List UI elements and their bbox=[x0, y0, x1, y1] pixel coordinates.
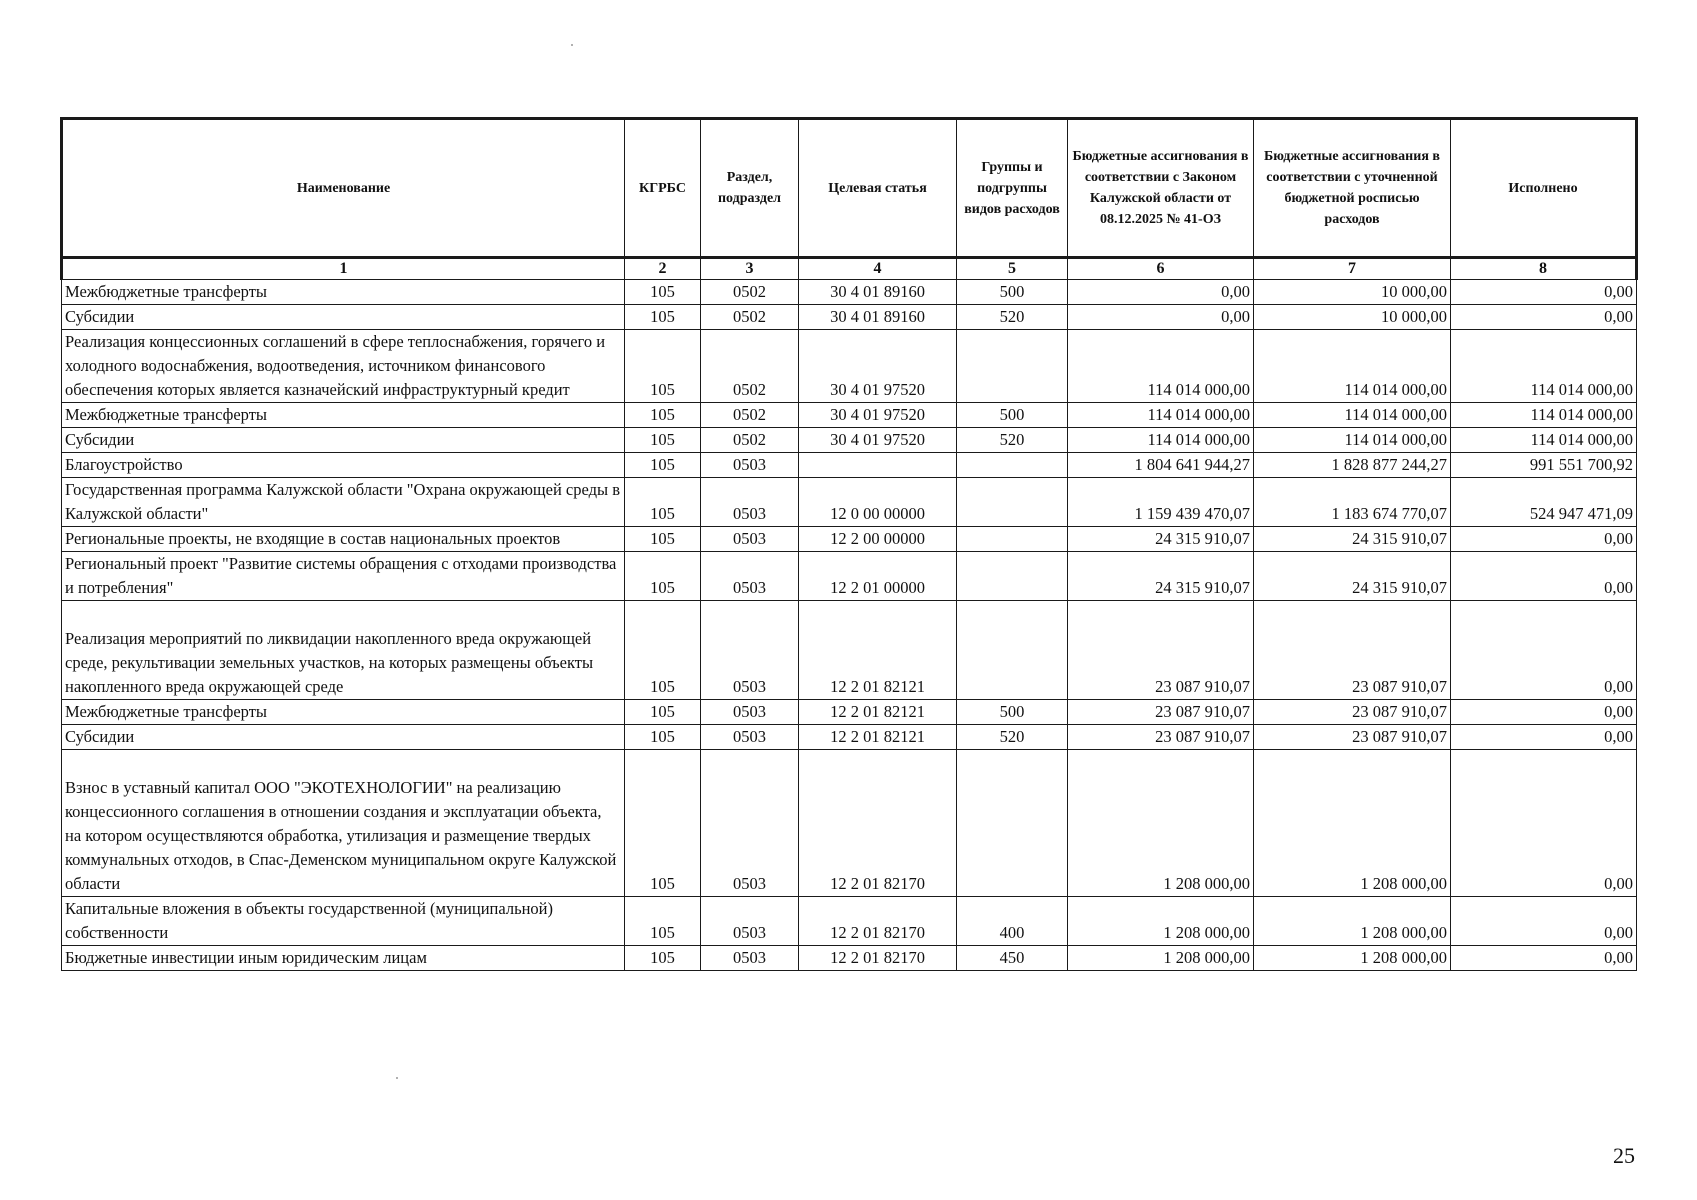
row-vid-rashodov bbox=[957, 601, 1068, 700]
row-rospis-amount: 10 000,00 bbox=[1254, 305, 1451, 330]
row-razdel: 0502 bbox=[701, 305, 799, 330]
row-ispolneno-amount: 0,00 bbox=[1451, 946, 1637, 971]
row-rospis-amount: 1 208 000,00 bbox=[1254, 946, 1451, 971]
row-razdel: 0502 bbox=[701, 280, 799, 305]
row-celevaya-statya: 12 2 01 82170 bbox=[799, 897, 957, 946]
row-vid-rashodov: 450 bbox=[957, 946, 1068, 971]
row-vid-rashodov: 500 bbox=[957, 403, 1068, 428]
column-number: 1 bbox=[62, 258, 625, 280]
row-vid-rashodov bbox=[957, 527, 1068, 552]
header-name: Наименование bbox=[62, 119, 625, 258]
table-header-row bbox=[62, 119, 1637, 258]
column-number-row bbox=[62, 258, 1637, 280]
row-kgrbs: 105 bbox=[625, 428, 701, 453]
row-ispolneno-amount: 0,00 bbox=[1451, 725, 1637, 750]
table-row bbox=[62, 700, 1637, 725]
row-name: Взнос в уставный капитал ООО "ЭКОТЕХНОЛОГИИ" на реализацию концессионного соглашения в отношении создания и эксплуатации объекта, на котором осуществляются обработка, утилизация и размещение твердых коммунальных отходов, в Спас-Деменском муниципальном округе Калужской области bbox=[62, 750, 625, 897]
row-law-amount: 23 087 910,07 bbox=[1068, 601, 1254, 700]
table-row bbox=[62, 453, 1637, 478]
row-name: Региональный проект "Развитие системы обращения с отходами производства и потребления" bbox=[62, 552, 625, 601]
row-celevaya-statya: 12 0 00 00000 bbox=[799, 478, 957, 527]
row-razdel: 0502 bbox=[701, 330, 799, 403]
row-law-amount: 24 315 910,07 bbox=[1068, 552, 1254, 601]
row-razdel: 0503 bbox=[701, 527, 799, 552]
row-celevaya-statya: 30 4 01 97520 bbox=[799, 428, 957, 453]
row-name: Субсидии bbox=[62, 428, 625, 453]
row-celevaya-statya: 12 2 01 82121 bbox=[799, 601, 957, 700]
row-vid-rashodov bbox=[957, 478, 1068, 527]
row-rospis-amount: 23 087 910,07 bbox=[1254, 601, 1451, 700]
table-row bbox=[62, 725, 1637, 750]
row-vid-rashodov bbox=[957, 453, 1068, 478]
row-rospis-amount: 1 828 877 244,27 bbox=[1254, 453, 1451, 478]
row-kgrbs: 105 bbox=[625, 527, 701, 552]
row-rospis-amount: 24 315 910,07 bbox=[1254, 527, 1451, 552]
column-number: 5 bbox=[957, 258, 1068, 280]
row-vid-rashodov bbox=[957, 552, 1068, 601]
row-law-amount: 1 804 641 944,27 bbox=[1068, 453, 1254, 478]
header-law-assignments: Бюджетные ассигнования в соответствии с Законом Калужской области от 08.12.2025 № 41-ОЗ bbox=[1068, 119, 1254, 258]
row-kgrbs: 105 bbox=[625, 601, 701, 700]
row-ispolneno-amount: 0,00 bbox=[1451, 601, 1637, 700]
row-celevaya-statya: 12 2 01 82121 bbox=[799, 700, 957, 725]
row-rospis-amount: 1 208 000,00 bbox=[1254, 750, 1451, 897]
row-law-amount: 1 159 439 470,07 bbox=[1068, 478, 1254, 527]
row-law-amount: 1 208 000,00 bbox=[1068, 750, 1254, 897]
scan-speck bbox=[396, 1077, 398, 1079]
row-rospis-amount: 1 183 674 770,07 bbox=[1254, 478, 1451, 527]
column-number: 2 bbox=[625, 258, 701, 280]
table-row bbox=[62, 478, 1637, 527]
row-kgrbs: 105 bbox=[625, 330, 701, 403]
table-row bbox=[62, 527, 1637, 552]
row-vid-rashodov bbox=[957, 330, 1068, 403]
row-name: Межбюджетные трансферты bbox=[62, 700, 625, 725]
row-rospis-amount: 114 014 000,00 bbox=[1254, 403, 1451, 428]
row-celevaya-statya: 30 4 01 97520 bbox=[799, 403, 957, 428]
row-vid-rashodov bbox=[957, 750, 1068, 897]
row-law-amount: 23 087 910,07 bbox=[1068, 700, 1254, 725]
row-rospis-amount: 23 087 910,07 bbox=[1254, 725, 1451, 750]
row-ispolneno-amount: 991 551 700,92 bbox=[1451, 453, 1637, 478]
table-row bbox=[62, 305, 1637, 330]
column-number: 7 bbox=[1254, 258, 1451, 280]
row-razdel: 0503 bbox=[701, 750, 799, 897]
row-razdel: 0502 bbox=[701, 428, 799, 453]
row-ispolneno-amount: 0,00 bbox=[1451, 305, 1637, 330]
budget-execution-table bbox=[60, 117, 1638, 971]
row-rospis-amount: 114 014 000,00 bbox=[1254, 428, 1451, 453]
row-kgrbs: 105 bbox=[625, 403, 701, 428]
row-kgrbs: 105 bbox=[625, 946, 701, 971]
row-razdel: 0503 bbox=[701, 897, 799, 946]
row-name: Межбюджетные трансферты bbox=[62, 280, 625, 305]
column-number: 3 bbox=[701, 258, 799, 280]
row-vid-rashodov: 400 bbox=[957, 897, 1068, 946]
header-kgrbs: КГРБС bbox=[625, 119, 701, 258]
row-vid-rashodov: 520 bbox=[957, 428, 1068, 453]
header-ispolneno: Исполнено bbox=[1451, 119, 1637, 258]
row-rospis-amount: 23 087 910,07 bbox=[1254, 700, 1451, 725]
row-kgrbs: 105 bbox=[625, 750, 701, 897]
row-kgrbs: 105 bbox=[625, 453, 701, 478]
column-number: 4 bbox=[799, 258, 957, 280]
row-razdel: 0503 bbox=[701, 552, 799, 601]
row-vid-rashodov: 520 bbox=[957, 305, 1068, 330]
table-row bbox=[62, 280, 1637, 305]
row-ispolneno-amount: 0,00 bbox=[1451, 552, 1637, 601]
row-ispolneno-amount: 0,00 bbox=[1451, 527, 1637, 552]
row-razdel: 0503 bbox=[701, 601, 799, 700]
row-razdel: 0503 bbox=[701, 700, 799, 725]
table-row bbox=[62, 552, 1637, 601]
row-name: Межбюджетные трансферты bbox=[62, 403, 625, 428]
row-rospis-amount: 114 014 000,00 bbox=[1254, 330, 1451, 403]
row-ispolneno-amount: 114 014 000,00 bbox=[1451, 330, 1637, 403]
row-law-amount: 1 208 000,00 bbox=[1068, 897, 1254, 946]
row-name: Субсидии bbox=[62, 725, 625, 750]
row-law-amount: 114 014 000,00 bbox=[1068, 428, 1254, 453]
row-kgrbs: 105 bbox=[625, 305, 701, 330]
row-celevaya-statya: 12 2 01 82170 bbox=[799, 946, 957, 971]
table-row bbox=[62, 403, 1637, 428]
row-kgrbs: 105 bbox=[625, 725, 701, 750]
row-vid-rashodov: 500 bbox=[957, 700, 1068, 725]
row-ispolneno-amount: 114 014 000,00 bbox=[1451, 403, 1637, 428]
header-celevaya-statya: Целевая статья bbox=[799, 119, 957, 258]
row-rospis-amount: 10 000,00 bbox=[1254, 280, 1451, 305]
header-vid-rashodov: Группы и подгруппы видов расходов bbox=[957, 119, 1068, 258]
scan-speck bbox=[571, 44, 573, 46]
row-celevaya-statya: 12 2 01 82121 bbox=[799, 725, 957, 750]
row-celevaya-statya: 12 2 01 00000 bbox=[799, 552, 957, 601]
table-row bbox=[62, 946, 1637, 971]
row-rospis-amount: 1 208 000,00 bbox=[1254, 897, 1451, 946]
row-celevaya-statya: 12 2 01 82170 bbox=[799, 750, 957, 897]
header-rospis-assignments: Бюджетные ассигнования в соответствии с уточненной бюджетной росписью расходов bbox=[1254, 119, 1451, 258]
header-razdel: Раздел, подраздел bbox=[701, 119, 799, 258]
row-celevaya-statya: 30 4 01 89160 bbox=[799, 280, 957, 305]
row-name: Реализация концессионных соглашений в сфере теплоснабжения, горячего и холодного водоснабжения, водоотведения, источником финансового обеспечения которых является казначейский инфраструктурный кредит bbox=[62, 330, 625, 403]
row-vid-rashodov: 520 bbox=[957, 725, 1068, 750]
table-row bbox=[62, 750, 1637, 897]
row-name: Благоустройство bbox=[62, 453, 625, 478]
row-law-amount: 23 087 910,07 bbox=[1068, 725, 1254, 750]
row-name: Субсидии bbox=[62, 305, 625, 330]
column-number: 8 bbox=[1451, 258, 1637, 280]
row-law-amount: 24 315 910,07 bbox=[1068, 527, 1254, 552]
row-ispolneno-amount: 0,00 bbox=[1451, 750, 1637, 897]
row-ispolneno-amount: 0,00 bbox=[1451, 280, 1637, 305]
row-law-amount: 1 208 000,00 bbox=[1068, 946, 1254, 971]
row-name: Капитальные вложения в объекты государственной (муниципальной) собственности bbox=[62, 897, 625, 946]
row-celevaya-statya bbox=[799, 453, 957, 478]
row-ispolneno-amount: 0,00 bbox=[1451, 700, 1637, 725]
row-law-amount: 0,00 bbox=[1068, 305, 1254, 330]
column-number: 6 bbox=[1068, 258, 1254, 280]
row-kgrbs: 105 bbox=[625, 897, 701, 946]
row-law-amount: 114 014 000,00 bbox=[1068, 403, 1254, 428]
row-law-amount: 114 014 000,00 bbox=[1068, 330, 1254, 403]
row-kgrbs: 105 bbox=[625, 478, 701, 527]
table-row bbox=[62, 601, 1637, 700]
row-name: Реализация мероприятий по ликвидации накопленного вреда окружающей среде, рекультивации земельных участков, на которых размещены объекты накопленного вреда окружающей среде bbox=[62, 601, 625, 700]
row-kgrbs: 105 bbox=[625, 700, 701, 725]
row-celevaya-statya: 30 4 01 97520 bbox=[799, 330, 957, 403]
row-ispolneno-amount: 0,00 bbox=[1451, 897, 1637, 946]
row-razdel: 0503 bbox=[701, 453, 799, 478]
row-name: Бюджетные инвестиции иным юридическим лицам bbox=[62, 946, 625, 971]
row-celevaya-statya: 12 2 00 00000 bbox=[799, 527, 957, 552]
row-name: Государственная программа Калужской области "Охрана окружающей среды в Калужской области" bbox=[62, 478, 625, 527]
page-number: 25 bbox=[1613, 1143, 1635, 1168]
row-razdel: 0503 bbox=[701, 725, 799, 750]
row-vid-rashodov: 500 bbox=[957, 280, 1068, 305]
row-rospis-amount: 24 315 910,07 bbox=[1254, 552, 1451, 601]
row-kgrbs: 105 bbox=[625, 552, 701, 601]
table-row bbox=[62, 428, 1637, 453]
row-razdel: 0503 bbox=[701, 478, 799, 527]
row-kgrbs: 105 bbox=[625, 280, 701, 305]
table-row bbox=[62, 330, 1637, 403]
row-celevaya-statya: 30 4 01 89160 bbox=[799, 305, 957, 330]
row-law-amount: 0,00 bbox=[1068, 280, 1254, 305]
row-ispolneno-amount: 524 947 471,09 bbox=[1451, 478, 1637, 527]
row-name: Региональные проекты, не входящие в состав национальных проектов bbox=[62, 527, 625, 552]
table-row bbox=[62, 897, 1637, 946]
row-razdel: 0503 bbox=[701, 946, 799, 971]
row-razdel: 0502 bbox=[701, 403, 799, 428]
row-ispolneno-amount: 114 014 000,00 bbox=[1451, 428, 1637, 453]
